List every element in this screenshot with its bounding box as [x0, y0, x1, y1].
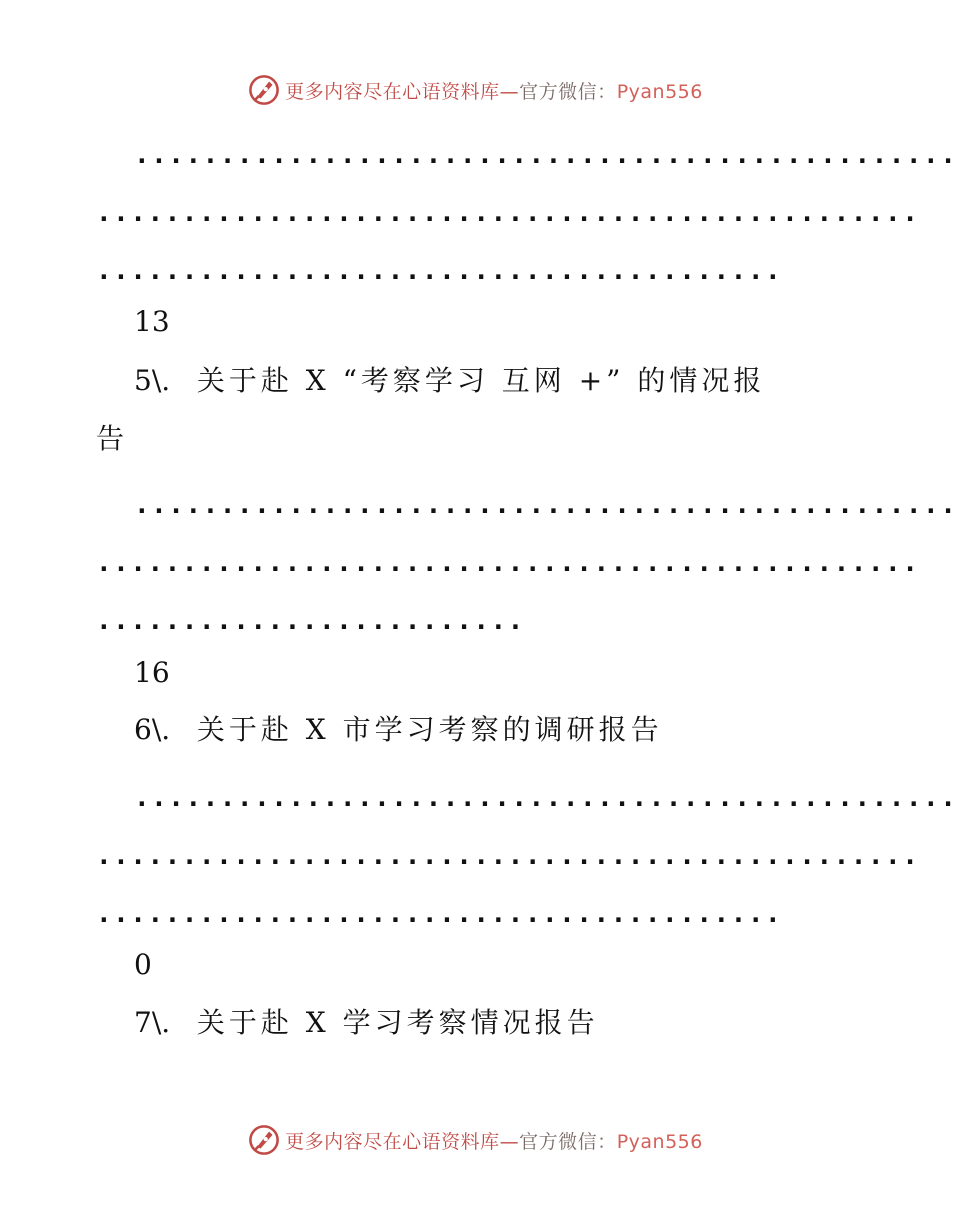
watermark-wechat-id: Pyan556: [616, 1130, 703, 1153]
toc-entry-title: 关于赴 X 市学习考察的调研报告: [196, 713, 663, 746]
toc-entry-6[interactable]: [134, 713, 663, 747]
watermark-dash: —: [499, 1130, 520, 1153]
watermark-text: [285, 1127, 703, 1154]
watermark-main: 更多内容尽在心语资料库: [285, 80, 500, 103]
toc-entry-number: 7\.: [134, 1006, 171, 1039]
toc-entry-title-continued: 告: [96, 422, 125, 455]
pen-nib-logo-icon: [247, 73, 281, 107]
toc-leader-dots: ................................................: [134, 783, 957, 813]
toc-page-number: 16: [134, 656, 170, 689]
toc-leader-dots: ........................................: [96, 256, 783, 286]
toc-leader-dots: ................................................: [96, 841, 920, 871]
toc-leader-dots: .........................: [96, 606, 525, 636]
pen-nib-logo-icon: [247, 1123, 281, 1157]
toc-entry-5[interactable]: [134, 364, 765, 398]
toc-leader-dots: ................................................: [134, 490, 957, 520]
watermark-text: [285, 77, 703, 104]
toc-leader-dots: ................................................: [96, 548, 920, 578]
toc-entry-title: 关于赴 X “考察学习 互网 +” 的情况报: [196, 364, 766, 397]
watermark-sub: 官方微信：: [519, 1130, 617, 1153]
watermark-wechat-id: Pyan556: [616, 80, 703, 103]
toc-entry-7[interactable]: [134, 1006, 599, 1040]
toc-page-number: 0: [134, 948, 152, 981]
header-watermark: [0, 70, 950, 110]
toc-entry-number: 5\.: [134, 364, 171, 397]
footer-watermark: [0, 1120, 950, 1160]
toc-entry-number: 6\.: [134, 713, 171, 746]
toc-entry-title: 关于赴 X 学习考察情况报告: [196, 1006, 599, 1039]
toc-page-number: 13: [134, 305, 170, 338]
watermark-main: 更多内容尽在心语资料库: [285, 1130, 500, 1153]
toc-leader-dots: ................................................: [96, 198, 920, 228]
toc-leader-dots: ........................................: [96, 899, 783, 929]
watermark-dash: —: [499, 80, 520, 103]
watermark-sub: 官方微信：: [519, 80, 617, 103]
toc-leader-dots: ................................................: [134, 140, 957, 170]
